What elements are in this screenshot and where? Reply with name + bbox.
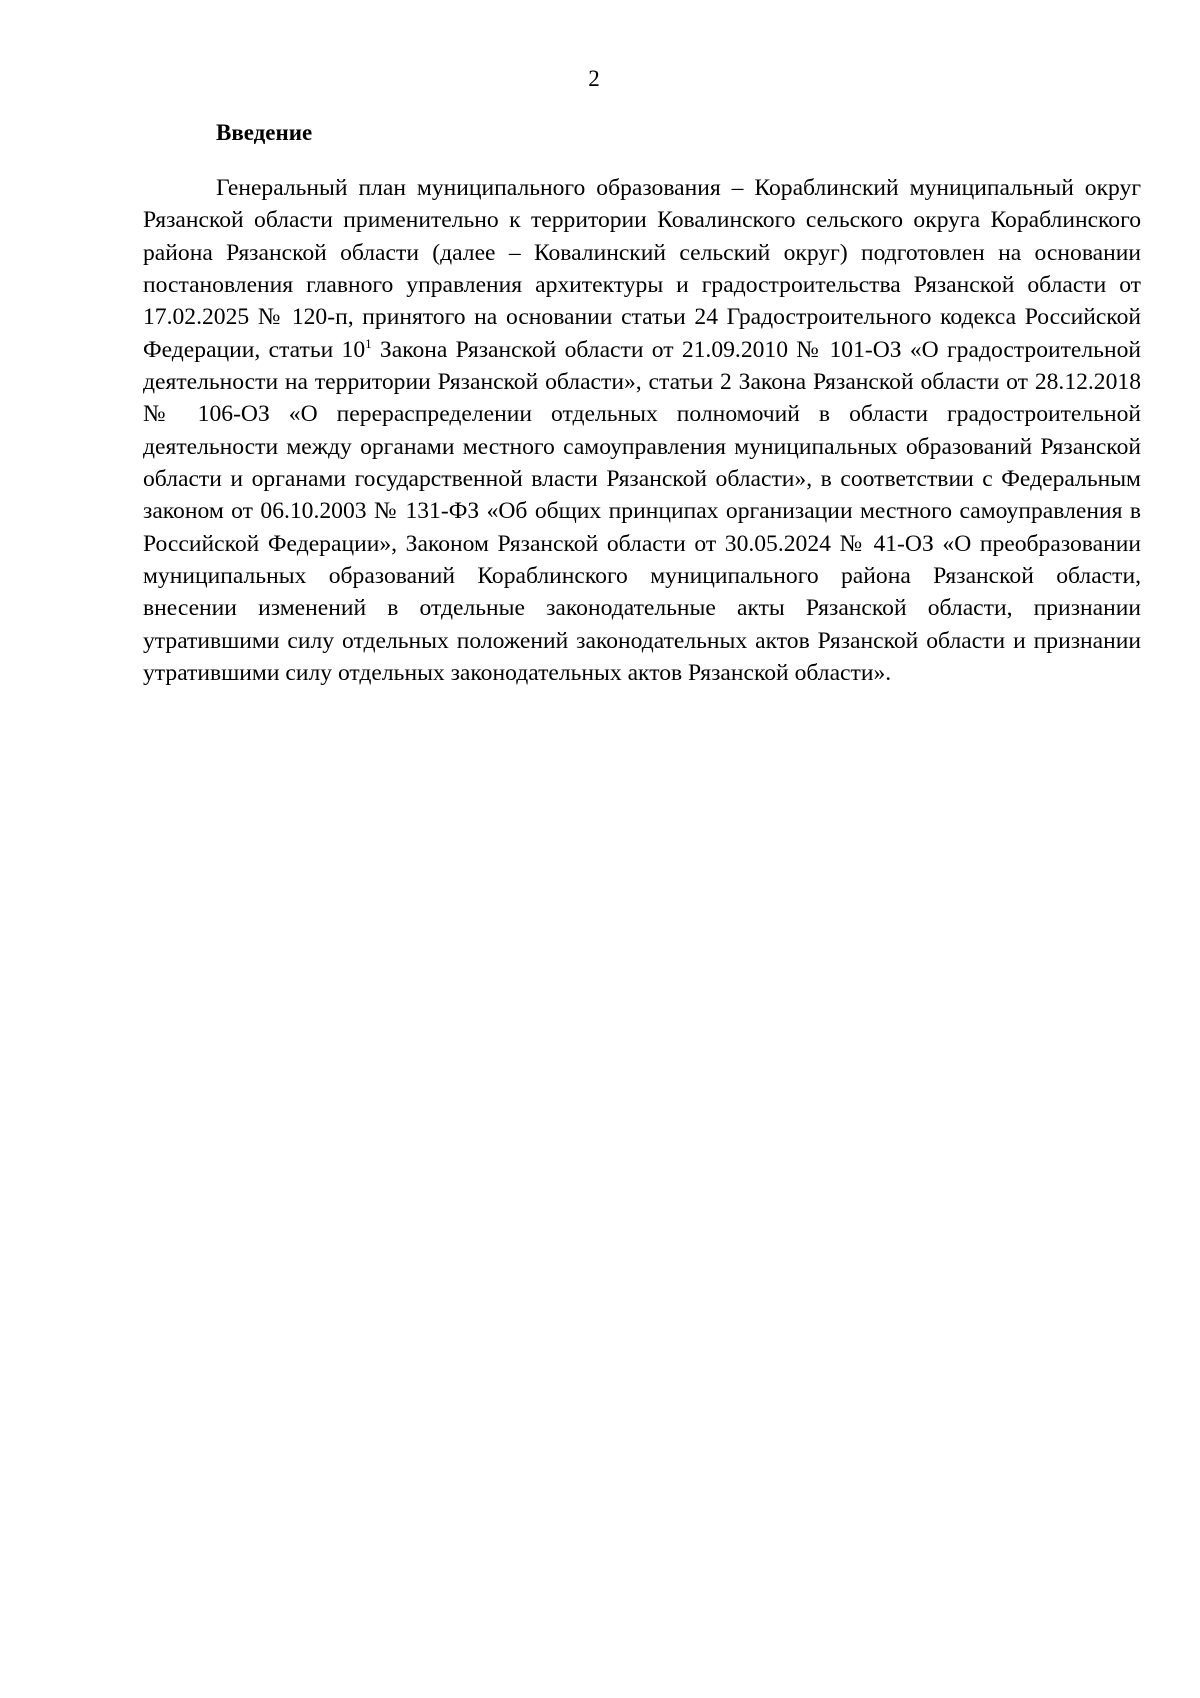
page-number: 2 [588, 66, 600, 91]
intro-paragraph [143, 172, 1141, 690]
section-heading: Введение [216, 120, 313, 145]
article-superscript: 1 [365, 335, 372, 351]
paragraph-text-part-2: Закона Рязанской области от 21.09.2010 № 101-ОЗ «О градостроительной деятельности на территории Рязанской области», статьи 2 Закона Рязанской области от 28.12.2018 № 106-ОЗ «О перераспределении отдельных полномочий в области градостроительной деятельности между органами местного самоуправления муниципальных образований Рязанской области и органами государственной власти Рязанской области», в соответствии с Федеральным законом от 06.10.2003 № 131-ФЗ «Об общих принципах организации местного самоуправления в Российской Федерации», Законом Рязанской области от 30.05.2024 № 41-ОЗ «О преобразовании муниципальных образований Кораблинского муниципального района Рязанской области, внесении изменений в отдельные законодательные акты Рязанской области, признании утратившими силу отдельных положений законодательных актов Рязанской области и признании утратившими силу отдельных законодательных актов Рязанской области». [143, 336, 1141, 687]
paragraph-text-part-1: Генеральный план муниципального образования – Кораблинский муниципальный округ Рязанской области применительно к территории Ковалинского сельского округа Кораблинского района Рязанской области (далее – Ковалинский сельский округ) подготовлен на основании постановления главного управления архитектуры и градостроительства Рязанской области от 17.02.2025 № 120-п, принятого на основании статьи 24 Градостроительного кодекса Российской Федерации, статьи 10 [143, 175, 1141, 363]
